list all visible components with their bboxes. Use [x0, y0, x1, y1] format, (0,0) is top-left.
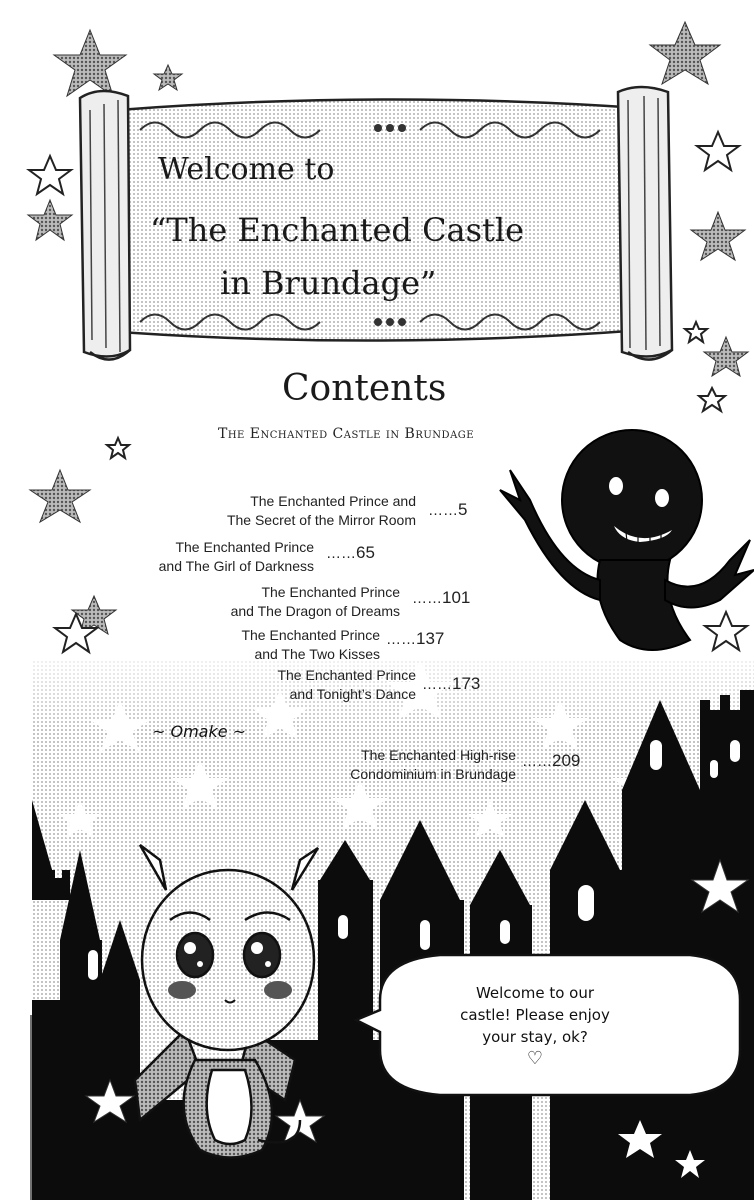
toc-entry-title-line1: The Enchanted High-rise: [361, 747, 516, 763]
omake-label: ~ Omake ~: [152, 722, 247, 741]
toc-entry-title-line2: The Secret of the Mirror Room: [226, 512, 416, 528]
toc-dots: ……: [422, 676, 452, 693]
contents-heading: Contents: [282, 368, 447, 409]
toc-dots: ……: [412, 590, 442, 607]
banner-line-1: Welcome to: [158, 152, 335, 187]
toc-entry-3[interactable]: [160, 583, 471, 621]
toc-page-number: 5: [458, 500, 468, 519]
toc-page-number: 137: [416, 629, 445, 648]
toc-entry-title-line2: and The Two Kisses: [254, 646, 380, 662]
toc-dots: ……: [522, 753, 552, 770]
speech-bubble-text: [430, 982, 640, 1070]
toc-entry-title-line2: and Tonight’s Dance: [289, 686, 416, 702]
banner-line-3: in Brundage”: [220, 264, 437, 302]
speech-line-3: your stay, ok?: [482, 1028, 588, 1046]
speech-line-2: castle! Please enjoy: [460, 1006, 610, 1024]
heart-icon: ♡: [526, 1048, 544, 1069]
toc-entry-title-line2: and The Girl of Darkness: [158, 558, 314, 574]
toc-entry-4[interactable]: [180, 626, 445, 664]
toc-dots: ……: [386, 631, 416, 648]
toc-entry-title-line1: The Enchanted Prince and: [250, 493, 416, 509]
toc-page-number: 65: [356, 543, 375, 562]
toc-entry-2[interactable]: [100, 538, 375, 576]
toc-entry-omake[interactable]: [300, 746, 581, 784]
toc-entry-title-line1: The Enchanted Prince: [277, 667, 416, 683]
toc-entry-title-line2: Condominium in Brundage: [350, 766, 516, 782]
toc-entry-5[interactable]: [220, 666, 481, 704]
toc-dots: ……: [326, 545, 356, 562]
banner-title: [150, 150, 620, 306]
toc-entry-1[interactable]: [150, 492, 468, 530]
toc-entry-title-line1: The Enchanted Prince: [241, 627, 380, 643]
toc-page-number: 209: [552, 751, 581, 770]
series-title: The Enchanted Castle in Brundage: [218, 426, 475, 442]
toc-entry-title-line1: The Enchanted Prince: [175, 539, 314, 555]
speech-line-1: Welcome to our: [475, 984, 595, 1002]
toc-page-number: 173: [452, 674, 481, 693]
toc-page-number: 101: [442, 588, 471, 607]
toc-entry-title-line2: and The Dragon of Dreams: [230, 603, 400, 619]
toc-entry-title-line1: The Enchanted Prince: [261, 584, 400, 600]
banner-line-2: “The Enchanted Castle: [150, 211, 525, 249]
toc-dots: ……: [428, 502, 458, 519]
